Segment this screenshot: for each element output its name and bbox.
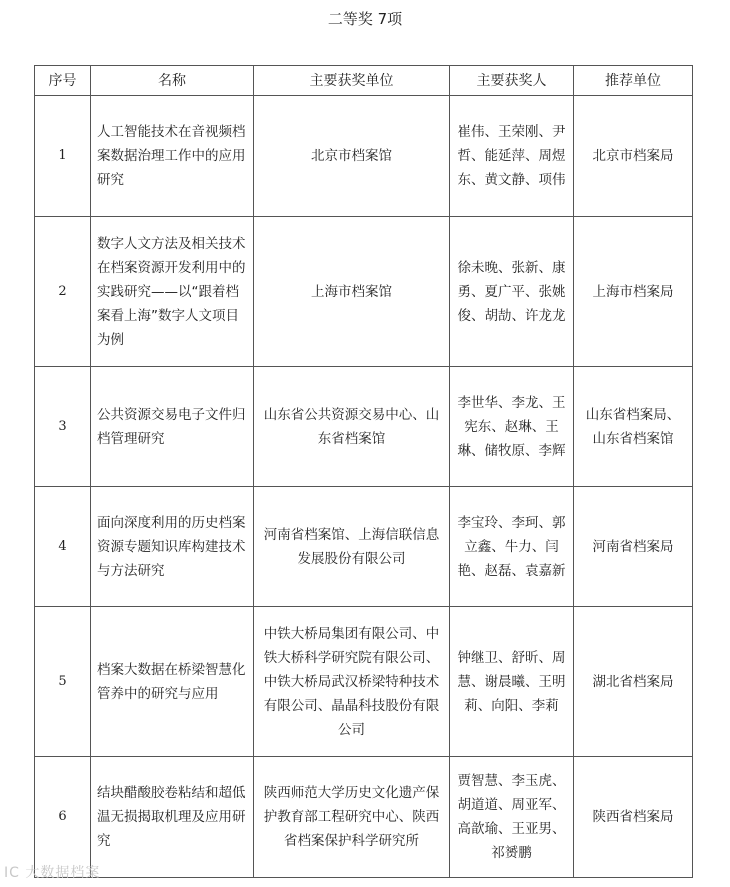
row-index: 5 <box>35 607 91 757</box>
table-header-row <box>35 66 693 96</box>
table-row <box>35 487 693 607</box>
row-index: 2 <box>35 217 91 367</box>
row-index: 6 <box>35 757 91 878</box>
row-recommender: 湖北省档案局 <box>574 607 693 757</box>
row-unit: 河南省档案馆、上海信联信息发展股份有限公司 <box>254 487 450 607</box>
row-recommender: 河南省档案局 <box>574 487 693 607</box>
row-index: 4 <box>35 487 91 607</box>
row-name: 公共资源交易电子文件归档管理研究 <box>91 367 254 487</box>
row-unit: 中铁大桥局集团有限公司、中铁大桥科学研究院有限公司、中铁大桥局武汉桥梁特种技术有限公司、晶晶科技股份有限公司 <box>254 607 450 757</box>
row-people: 钟继卫、舒昕、周慧、谢晨曦、王明莉、向阳、李莉 <box>450 607 574 757</box>
row-recommender: 山东省档案局、山东省档案馆 <box>574 367 693 487</box>
row-unit: 山东省公共资源交易中心、山东省档案馆 <box>254 367 450 487</box>
row-unit: 北京市档案馆 <box>254 96 450 217</box>
row-people: 崔伟、王荣刚、尹哲、能延萍、周煜东、黄文静、项伟 <box>450 96 574 217</box>
table-row <box>35 96 693 217</box>
row-recommender: 北京市档案局 <box>574 96 693 217</box>
row-recommender: 陕西省档案局 <box>574 757 693 878</box>
row-name: 档案大数据在桥梁智慧化管养中的研究与应用 <box>91 607 254 757</box>
row-people: 李世华、李龙、王宪东、赵琳、王琳、储牧原、李辉 <box>450 367 574 487</box>
row-people: 李宝玲、李珂、郭立鑫、牛力、闫艳、赵磊、袁嘉新 <box>450 487 574 607</box>
row-recommender: 上海市档案局 <box>574 217 693 367</box>
table-row <box>35 757 693 878</box>
row-index: 1 <box>35 96 91 217</box>
watermark: IC 大数据档案 <box>4 865 101 881</box>
table-row <box>35 367 693 487</box>
row-unit: 陕西师范大学历史文化遗产保护教育部工程研究中心、陕西省档案保护科学研究所 <box>254 757 450 878</box>
row-people: 徐未晚、张新、康勇、夏广平、张姚俊、胡劼、许龙龙 <box>450 217 574 367</box>
header-name: 名称 <box>91 66 254 96</box>
row-index: 3 <box>35 367 91 487</box>
header-index: 序号 <box>35 66 91 96</box>
row-name: 面向深度利用的历史档案资源专题知识库构建技术与方法研究 <box>91 487 254 607</box>
row-people: 贾智慧、李玉虎、胡道道、周亚军、高歆瑜、王亚男、祁赟鹏 <box>450 757 574 878</box>
row-unit: 上海市档案馆 <box>254 217 450 367</box>
table-row <box>35 217 693 367</box>
awards-table <box>34 65 693 878</box>
header-recommender: 推荐单位 <box>574 66 693 96</box>
header-people: 主要获奖人 <box>450 66 574 96</box>
row-name: 结块醋酸胶卷粘结和超低温无损揭取机理及应用研究 <box>91 757 254 878</box>
row-name: 人工智能技术在音视频档案数据治理工作中的应用研究 <box>91 96 254 217</box>
row-name: 数字人文方法及相关技术在档案资源开发利用中的实践研究——以“跟着档案看上海”数字人文项目为例 <box>91 217 254 367</box>
page-title: 二等奖 7项 <box>327 10 403 28</box>
table-row <box>35 607 693 757</box>
header-unit: 主要获奖单位 <box>254 66 450 96</box>
